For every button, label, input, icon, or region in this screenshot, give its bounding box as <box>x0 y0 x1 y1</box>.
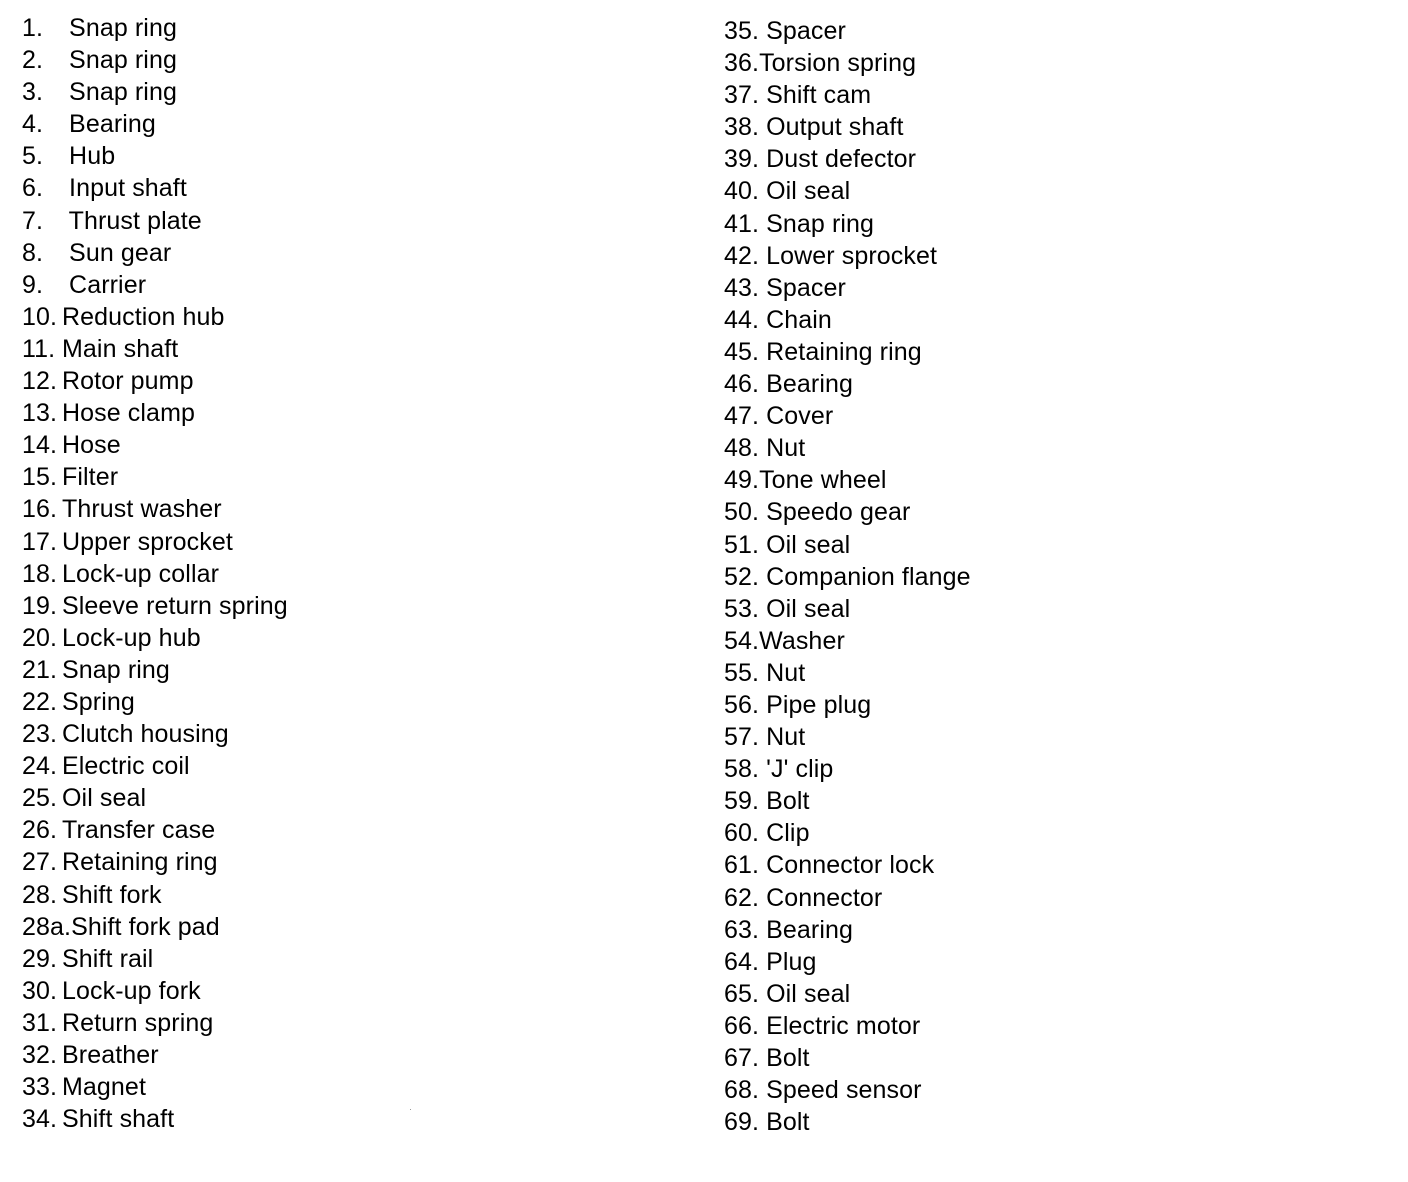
list-item <box>724 593 971 625</box>
list-item <box>724 464 971 496</box>
item-label: Washer <box>759 626 845 655</box>
list-item <box>724 721 971 753</box>
item-number: 46. <box>724 370 760 399</box>
list-item <box>724 561 971 593</box>
item-number: 16. <box>22 495 58 524</box>
item-number: 67. <box>724 1044 760 1072</box>
list-item <box>724 689 971 721</box>
list-item <box>724 240 971 272</box>
item-label: Cover <box>766 402 834 431</box>
item-number: 52. <box>724 562 760 591</box>
list-item <box>22 1039 288 1071</box>
item-number: 33. <box>22 1073 58 1102</box>
item-label: Snap ring <box>766 209 875 238</box>
item-label: Electric motor <box>766 1011 921 1040</box>
list-item <box>724 47 971 79</box>
list-item <box>22 911 288 943</box>
item-number: 25. <box>22 784 58 813</box>
item-number: 37. <box>724 81 760 110</box>
item-label: Hose <box>62 431 121 460</box>
list-item <box>22 1007 288 1039</box>
list-item <box>22 44 288 76</box>
item-label: Thrust plate <box>68 206 202 235</box>
item-number: 8. <box>22 238 44 267</box>
scan-speck <box>410 1109 411 1110</box>
list-item <box>22 1071 288 1103</box>
item-label: Upper sprocket <box>62 527 233 556</box>
item-label: Return spring <box>62 1008 214 1037</box>
item-number: 10. <box>22 302 58 331</box>
item-label: Oil seal <box>62 784 147 813</box>
list-item <box>724 946 971 978</box>
list-item <box>22 846 288 878</box>
item-number: 38. <box>724 113 760 142</box>
list-item <box>724 849 971 881</box>
item-number: 51. <box>724 530 760 559</box>
list-item <box>22 622 288 654</box>
item-number: 55. <box>724 658 760 687</box>
parts-list-left-column <box>22 12 288 1135</box>
item-number: 42. <box>724 241 760 270</box>
item-number: 31. <box>22 1008 58 1037</box>
list-item <box>22 493 288 525</box>
item-number: 64. <box>724 947 760 976</box>
item-number: 57. <box>724 723 760 752</box>
item-number: 49. <box>724 466 760 495</box>
list-item <box>22 814 288 846</box>
list-item <box>724 882 971 914</box>
item-number: 28a. <box>22 912 72 941</box>
item-label: Oil seal <box>766 594 851 623</box>
item-label: Breather <box>62 1041 159 1069</box>
item-number: 19. <box>22 591 58 620</box>
list-item <box>22 750 288 782</box>
item-label: Companion flange <box>766 562 971 591</box>
list-item <box>724 817 971 849</box>
item-label: Bolt <box>766 1108 810 1137</box>
item-number: 47. <box>724 402 760 431</box>
item-label: Magnet <box>62 1073 146 1102</box>
item-number: 48. <box>724 434 760 463</box>
item-label: Torsion spring <box>759 49 917 78</box>
item-number: 27. <box>22 848 58 877</box>
list-item <box>724 272 971 304</box>
item-number: 2. <box>22 46 44 75</box>
item-label: Input shaft <box>69 174 187 203</box>
item-label: Bearing <box>766 370 853 399</box>
item-number: 23. <box>22 720 58 749</box>
item-label: Nut <box>766 434 806 463</box>
item-label: Lower sprocket <box>766 241 938 270</box>
item-label: Spacer <box>766 273 846 302</box>
item-label: Lock-up fork <box>62 976 201 1005</box>
item-number: 11. <box>22 334 56 363</box>
item-number: 40. <box>724 177 760 206</box>
item-number: 56. <box>724 690 760 719</box>
item-label: Dust defector <box>766 145 917 174</box>
list-item <box>22 140 288 172</box>
item-number: 41. <box>724 209 760 238</box>
list-item <box>22 526 288 558</box>
item-number: 35. <box>724 17 760 45</box>
list-item <box>22 333 288 365</box>
item-number: 60. <box>724 819 760 848</box>
item-label: Spacer <box>766 17 846 45</box>
item-number: 14. <box>22 431 58 460</box>
item-number: 18. <box>22 559 58 588</box>
list-item <box>724 1010 971 1042</box>
list-item <box>724 978 971 1010</box>
item-number: 53. <box>724 594 760 623</box>
item-number: 66. <box>724 1011 760 1040</box>
list-item <box>22 172 288 204</box>
list-item <box>724 304 971 336</box>
item-number: 24. <box>22 752 58 781</box>
item-label: Reduction hub <box>62 302 225 331</box>
list-item <box>724 175 971 207</box>
list-item <box>22 782 288 814</box>
item-number: 65. <box>724 979 760 1008</box>
list-item <box>724 625 971 657</box>
list-item <box>724 1042 971 1074</box>
item-label: Clip <box>766 819 810 848</box>
item-number: 63. <box>724 915 760 944</box>
list-item <box>22 237 288 269</box>
list-item <box>22 269 288 301</box>
item-number: 62. <box>724 883 760 912</box>
list-item <box>22 429 288 461</box>
item-label: Electric coil <box>62 752 190 781</box>
item-number: 9. <box>22 270 44 299</box>
item-label: Lock-up collar <box>62 559 220 588</box>
item-number: 3. <box>22 78 44 107</box>
item-number: 36. <box>724 49 760 78</box>
item-number: 21. <box>22 655 58 684</box>
list-item <box>22 461 288 493</box>
list-item <box>22 686 288 718</box>
item-label: Chain <box>766 305 832 334</box>
list-item <box>724 1074 971 1106</box>
list-item <box>22 1103 288 1135</box>
list-item <box>724 208 971 240</box>
item-number: 54. <box>724 626 760 655</box>
item-label: Pipe plug <box>766 690 872 719</box>
item-number: 61. <box>724 851 760 880</box>
list-item <box>724 432 971 464</box>
item-label: Shift rail <box>62 944 154 973</box>
item-number: 59. <box>724 787 760 816</box>
item-label: Retaining ring <box>62 848 218 877</box>
item-number: 13. <box>22 399 58 428</box>
item-label: Speedo gear <box>766 498 911 527</box>
item-number: 43. <box>724 273 760 302</box>
item-label: Filter <box>62 463 119 492</box>
item-number: 58. <box>724 755 760 784</box>
item-label: Plug <box>766 947 817 976</box>
item-label: Thrust washer <box>62 495 222 524</box>
list-item <box>22 718 288 750</box>
item-number: 32. <box>22 1041 58 1069</box>
item-label: Snap ring <box>62 655 170 684</box>
list-item <box>22 558 288 590</box>
item-label: Lock-up hub <box>62 623 201 652</box>
list-item <box>724 914 971 946</box>
item-label: Shift cam <box>766 81 872 110</box>
item-label: Retaining ring <box>766 337 922 366</box>
item-label: Bolt <box>766 787 810 816</box>
list-item <box>724 143 971 175</box>
item-label: Hose clamp <box>62 399 195 428</box>
item-number: 26. <box>22 816 58 845</box>
item-label: Main shaft <box>62 334 179 363</box>
item-label: Shift fork <box>62 880 162 909</box>
item-number: 1. <box>22 14 44 42</box>
list-item <box>22 301 288 333</box>
parts-list-right-column <box>724 15 971 1138</box>
item-label: Output shaft <box>766 113 904 142</box>
item-label: Spring <box>62 687 135 716</box>
item-label: Speed sensor <box>766 1076 922 1105</box>
item-label: Bearing <box>69 110 156 139</box>
item-number: 15. <box>22 463 58 492</box>
list-item <box>22 943 288 975</box>
item-number: 28. <box>22 880 58 909</box>
item-number: 68. <box>724 1076 760 1105</box>
list-item <box>724 529 971 561</box>
item-label: Shift shaft <box>62 1105 175 1134</box>
item-number: 69. <box>724 1108 760 1137</box>
list-item <box>22 76 288 108</box>
item-number: 45. <box>724 337 760 366</box>
list-item <box>22 108 288 140</box>
item-label: Oil seal <box>766 979 851 1008</box>
item-number: 6. <box>22 174 44 203</box>
item-label: Bolt <box>766 1044 810 1072</box>
list-item <box>724 368 971 400</box>
item-number: 20. <box>22 623 58 652</box>
item-label: Oil seal <box>766 177 851 206</box>
list-item <box>724 785 971 817</box>
item-number: 7. <box>22 206 44 235</box>
list-item <box>724 1106 971 1138</box>
item-label: Connector lock <box>766 851 935 880</box>
list-item <box>22 654 288 686</box>
item-number: 50. <box>724 498 760 527</box>
list-item <box>22 590 288 622</box>
item-number: 29. <box>22 944 58 973</box>
item-label: Bearing <box>766 915 853 944</box>
item-label: Clutch housing <box>62 720 229 749</box>
list-item <box>724 79 971 111</box>
item-label: Sleeve return spring <box>62 591 288 620</box>
item-number: 39. <box>724 145 760 174</box>
item-number: 4. <box>22 110 44 139</box>
item-number: 12. <box>22 367 58 396</box>
item-label: Carrier <box>69 270 147 299</box>
item-label: Connector <box>766 883 883 912</box>
item-number: 34. <box>22 1105 58 1134</box>
item-number: 5. <box>22 142 44 171</box>
item-label: 'J' clip <box>766 755 834 784</box>
item-label: Nut <box>766 723 806 752</box>
list-item <box>724 400 971 432</box>
item-label: Snap ring <box>69 46 177 75</box>
item-label: Sun gear <box>69 238 172 267</box>
item-label: Snap ring <box>69 78 177 107</box>
item-label: Transfer case <box>62 816 216 845</box>
item-label: Snap ring <box>69 14 177 42</box>
item-number: 44. <box>724 305 760 334</box>
item-label: Tone wheel <box>759 466 887 495</box>
item-label: Oil seal <box>766 530 851 559</box>
item-label: Shift fork pad <box>71 912 220 941</box>
list-item <box>22 205 288 237</box>
list-item <box>22 397 288 429</box>
item-label: Nut <box>766 658 806 687</box>
item-label: Hub <box>69 142 116 171</box>
list-item <box>724 753 971 785</box>
item-number: 22. <box>22 687 58 716</box>
list-item <box>22 879 288 911</box>
item-label: Rotor pump <box>62 367 194 396</box>
list-item <box>724 657 971 689</box>
list-item <box>724 336 971 368</box>
list-item <box>724 111 971 143</box>
list-item <box>22 975 288 1007</box>
list-item <box>22 12 288 44</box>
item-number: 17. <box>22 527 58 556</box>
list-item <box>724 496 971 528</box>
list-item <box>724 15 971 47</box>
list-item <box>22 365 288 397</box>
item-number: 30. <box>22 976 58 1005</box>
